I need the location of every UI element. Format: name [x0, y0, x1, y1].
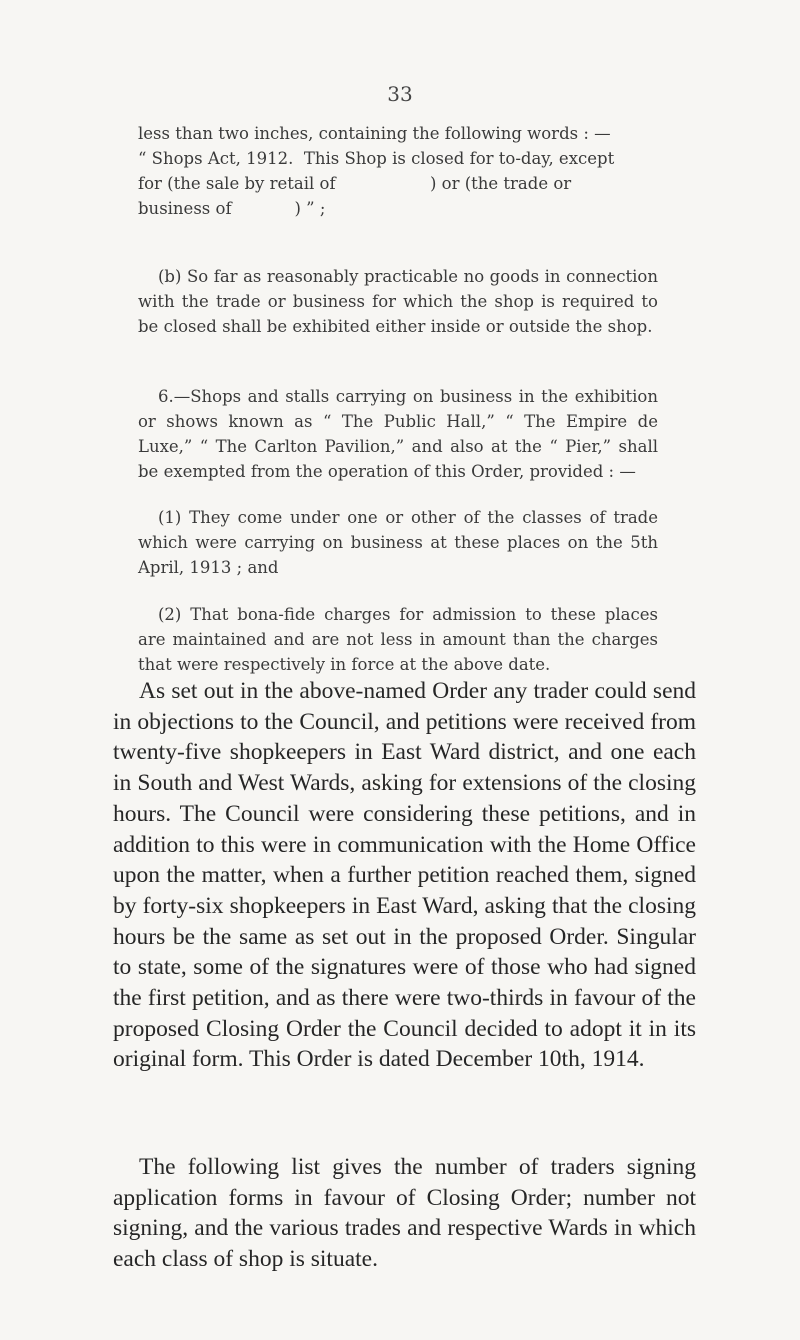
condition-1-text: (1) They come under one or other of the classes of trade which were carrying on business at these places on the 5th April, 1913 ; and — [138, 508, 658, 577]
page-number: 33 — [387, 82, 413, 106]
clause-continuation — [138, 121, 658, 221]
condition-2-text: (2) That bona-fide charges for admission to these places are maintained and are not less in amount than the charges that were respectively in force at the above date. — [138, 605, 658, 674]
condition-2 — [138, 602, 658, 677]
clause-line: business of ) ” ; — [138, 199, 326, 218]
clause-6-text: 6.—Shops and stalls carrying on business in the exhibition or shows known as “ The Public Hall,” “ The Empire de Luxe,” “ The Carlton Pavilion,” and also at the “ Pier,” shall be exempted from the operation of this Order, provided : — — [138, 387, 658, 481]
clause-6 — [138, 384, 658, 484]
condition-1 — [138, 505, 658, 580]
clause-line: less than two inches, containing the following words : — — [138, 124, 611, 143]
clause-b — [138, 264, 658, 339]
clause-line: “ Shops Act, 1912. This Shop is closed for to-day, except — [138, 149, 615, 168]
list-intro-paragraph — [113, 1152, 696, 1275]
list-intro-paragraph-text: The following list gives the number of traders signing application forms in favour of Closing Order; number not signing, and the various trades and respective Wards in which each class of shop is situate. — [113, 1154, 696, 1273]
narrative-paragraph — [113, 676, 696, 1075]
clause-b-text: (b) So far as reasonably practicable no goods in connection with the trade or business for which the shop is required to be closed shall be exhibited either inside or outside the shop. — [138, 267, 658, 336]
narrative-paragraph-text: As set out in the above-named Order any trader could send in objections to the Council, and petitions were received from twenty-five shopkeepers in East Ward district, and one each in South and West Wards, asking for extensions of the closing hours. The Council were considering these petitions, and in addition to this were in communication with the Home Office upon the matter, when a further petition reached them, signed by forty-six shopkeepers in East Ward, asking that the closing hours be the same as set out in the proposed Order. Singular to state, some of the signatures were of those who had signed the first petition, and as there were two-thirds in favour of the proposed Closing Order the Council decided to adopt it in its original form. This Order is dated December 10th, 1914. — [113, 678, 696, 1073]
clause-line: for (the sale by retail of ) or (the trade or — [138, 174, 572, 193]
